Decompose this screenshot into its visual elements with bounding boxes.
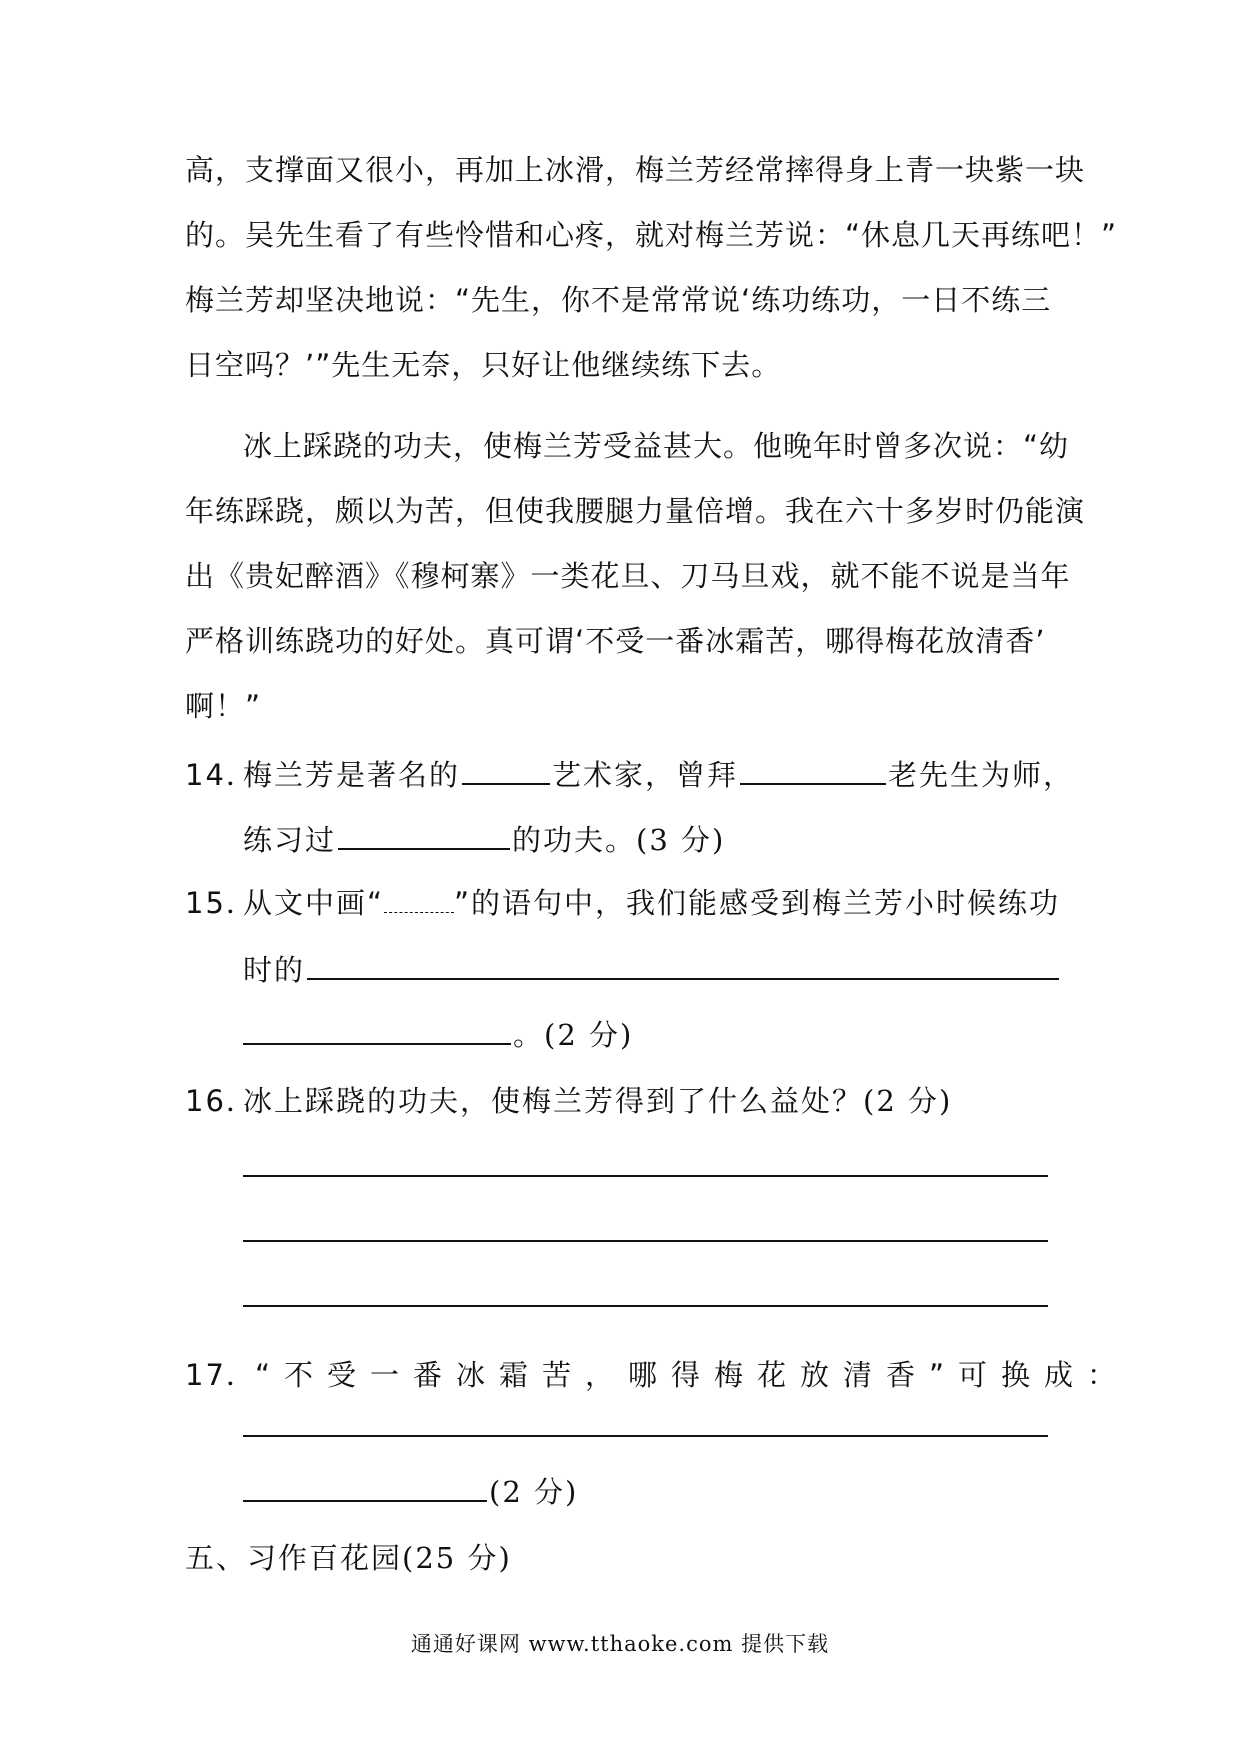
passage-line-9: 啊！” [185, 689, 262, 723]
question-14-text-3: 老先生为师， [888, 758, 1075, 792]
question-15-blank-1[interactable] [307, 948, 1059, 980]
wavy-underline-mark [384, 888, 454, 913]
question-16-number: 16． [185, 1084, 257, 1118]
question-17-answer-line-1[interactable] [243, 1435, 1048, 1437]
question-17-text: “不受一番冰霜苦，哪得梅花放清香”可换成： [255, 1358, 1131, 1392]
question-15-text-1: 从文中画“ [243, 886, 385, 920]
question-15-line-2 [243, 948, 1061, 990]
question-16-score: (2 分) [863, 1084, 953, 1118]
question-17-score: (2 分) [489, 1475, 579, 1509]
question-15-line-1 [185, 883, 1060, 923]
section-5-heading [185, 1538, 512, 1578]
question-15-text-2: ”的语句中，我们能感受到梅兰芳小时候练功 [454, 886, 1061, 920]
question-14-score: (3 分) [636, 823, 726, 857]
passage-line-5: 冰上踩跷的功夫，使梅兰芳受益甚大。他晚年时曾多次说：“幼 [243, 429, 1070, 463]
passage-line-4: 日空吗？’”先生无奈，只好让他继续练下去。 [185, 348, 782, 382]
question-17-blank[interactable] [243, 1470, 487, 1502]
question-14-number: 14． [185, 758, 257, 792]
question-17-number: 17． [185, 1358, 257, 1392]
question-14-blank-2[interactable] [740, 753, 886, 785]
section-5-score: (25 分) [402, 1541, 512, 1575]
question-16-text: 冰上踩跷的功夫，使梅兰芳得到了什么益处？ [243, 1084, 864, 1118]
question-14-blank-3[interactable] [338, 818, 510, 850]
passage-line-6: 年练踩跷，颇以为苦，但使我腰腿力量倍增。我在六十多岁时仍能演 [185, 494, 1086, 528]
question-14-text-5: 的功夫。 [512, 823, 637, 857]
question-16-answer-line-1[interactable] [243, 1175, 1048, 1177]
question-16-answer-line-2[interactable] [243, 1240, 1048, 1242]
passage-line-1: 高，支撑面又很小，再加上冰滑，梅兰芳经常摔得身上青一块紫一块 [185, 153, 1086, 187]
question-16-answer-line-3[interactable] [243, 1305, 1048, 1307]
question-15-text-4: 。 [513, 1018, 545, 1052]
page-footer: 通通好课网 www.tthaoke.com 提供下载 [410, 1632, 830, 1656]
question-14-line-2 [243, 818, 725, 860]
section-5-title: 五、习作百花园 [185, 1541, 403, 1575]
passage-line-7: 出《贵妃醉酒》《穆柯寨》一类花旦、刀马旦戏，就不能不说是当年 [185, 559, 1071, 593]
question-17-line-1 [185, 1355, 1130, 1395]
question-15-score: (2 分) [544, 1018, 634, 1052]
question-17-line-2 [243, 1470, 578, 1512]
question-14-blank-1[interactable] [462, 753, 550, 785]
question-15-text-3: 时的 [243, 953, 306, 987]
question-15-line-3 [243, 1013, 633, 1055]
passage-line-2: 的。吴先生看了有些怜惜和心疼，就对梅兰芳说：“休息几天再练吧！” [185, 218, 1118, 252]
question-15-number: 15． [185, 886, 257, 920]
passage-line-3: 梅兰芳却坚决地说：“先生，你不是常常说‘练功练功，一日不练三 [185, 283, 1052, 317]
question-16-line-1 [185, 1081, 952, 1121]
question-15-blank-2[interactable] [243, 1013, 511, 1045]
question-14-line-1 [185, 753, 1074, 795]
passage-line-8: 严格训练跷功的好处。真可谓‘不受一番冰霜苦，哪得梅花放清香’ [185, 624, 1046, 658]
question-14-text-4: 练习过 [243, 823, 337, 857]
question-14-text-1: 梅兰芳是著名的 [243, 758, 461, 792]
question-14-text-2: 艺术家，曾拜 [552, 758, 739, 792]
